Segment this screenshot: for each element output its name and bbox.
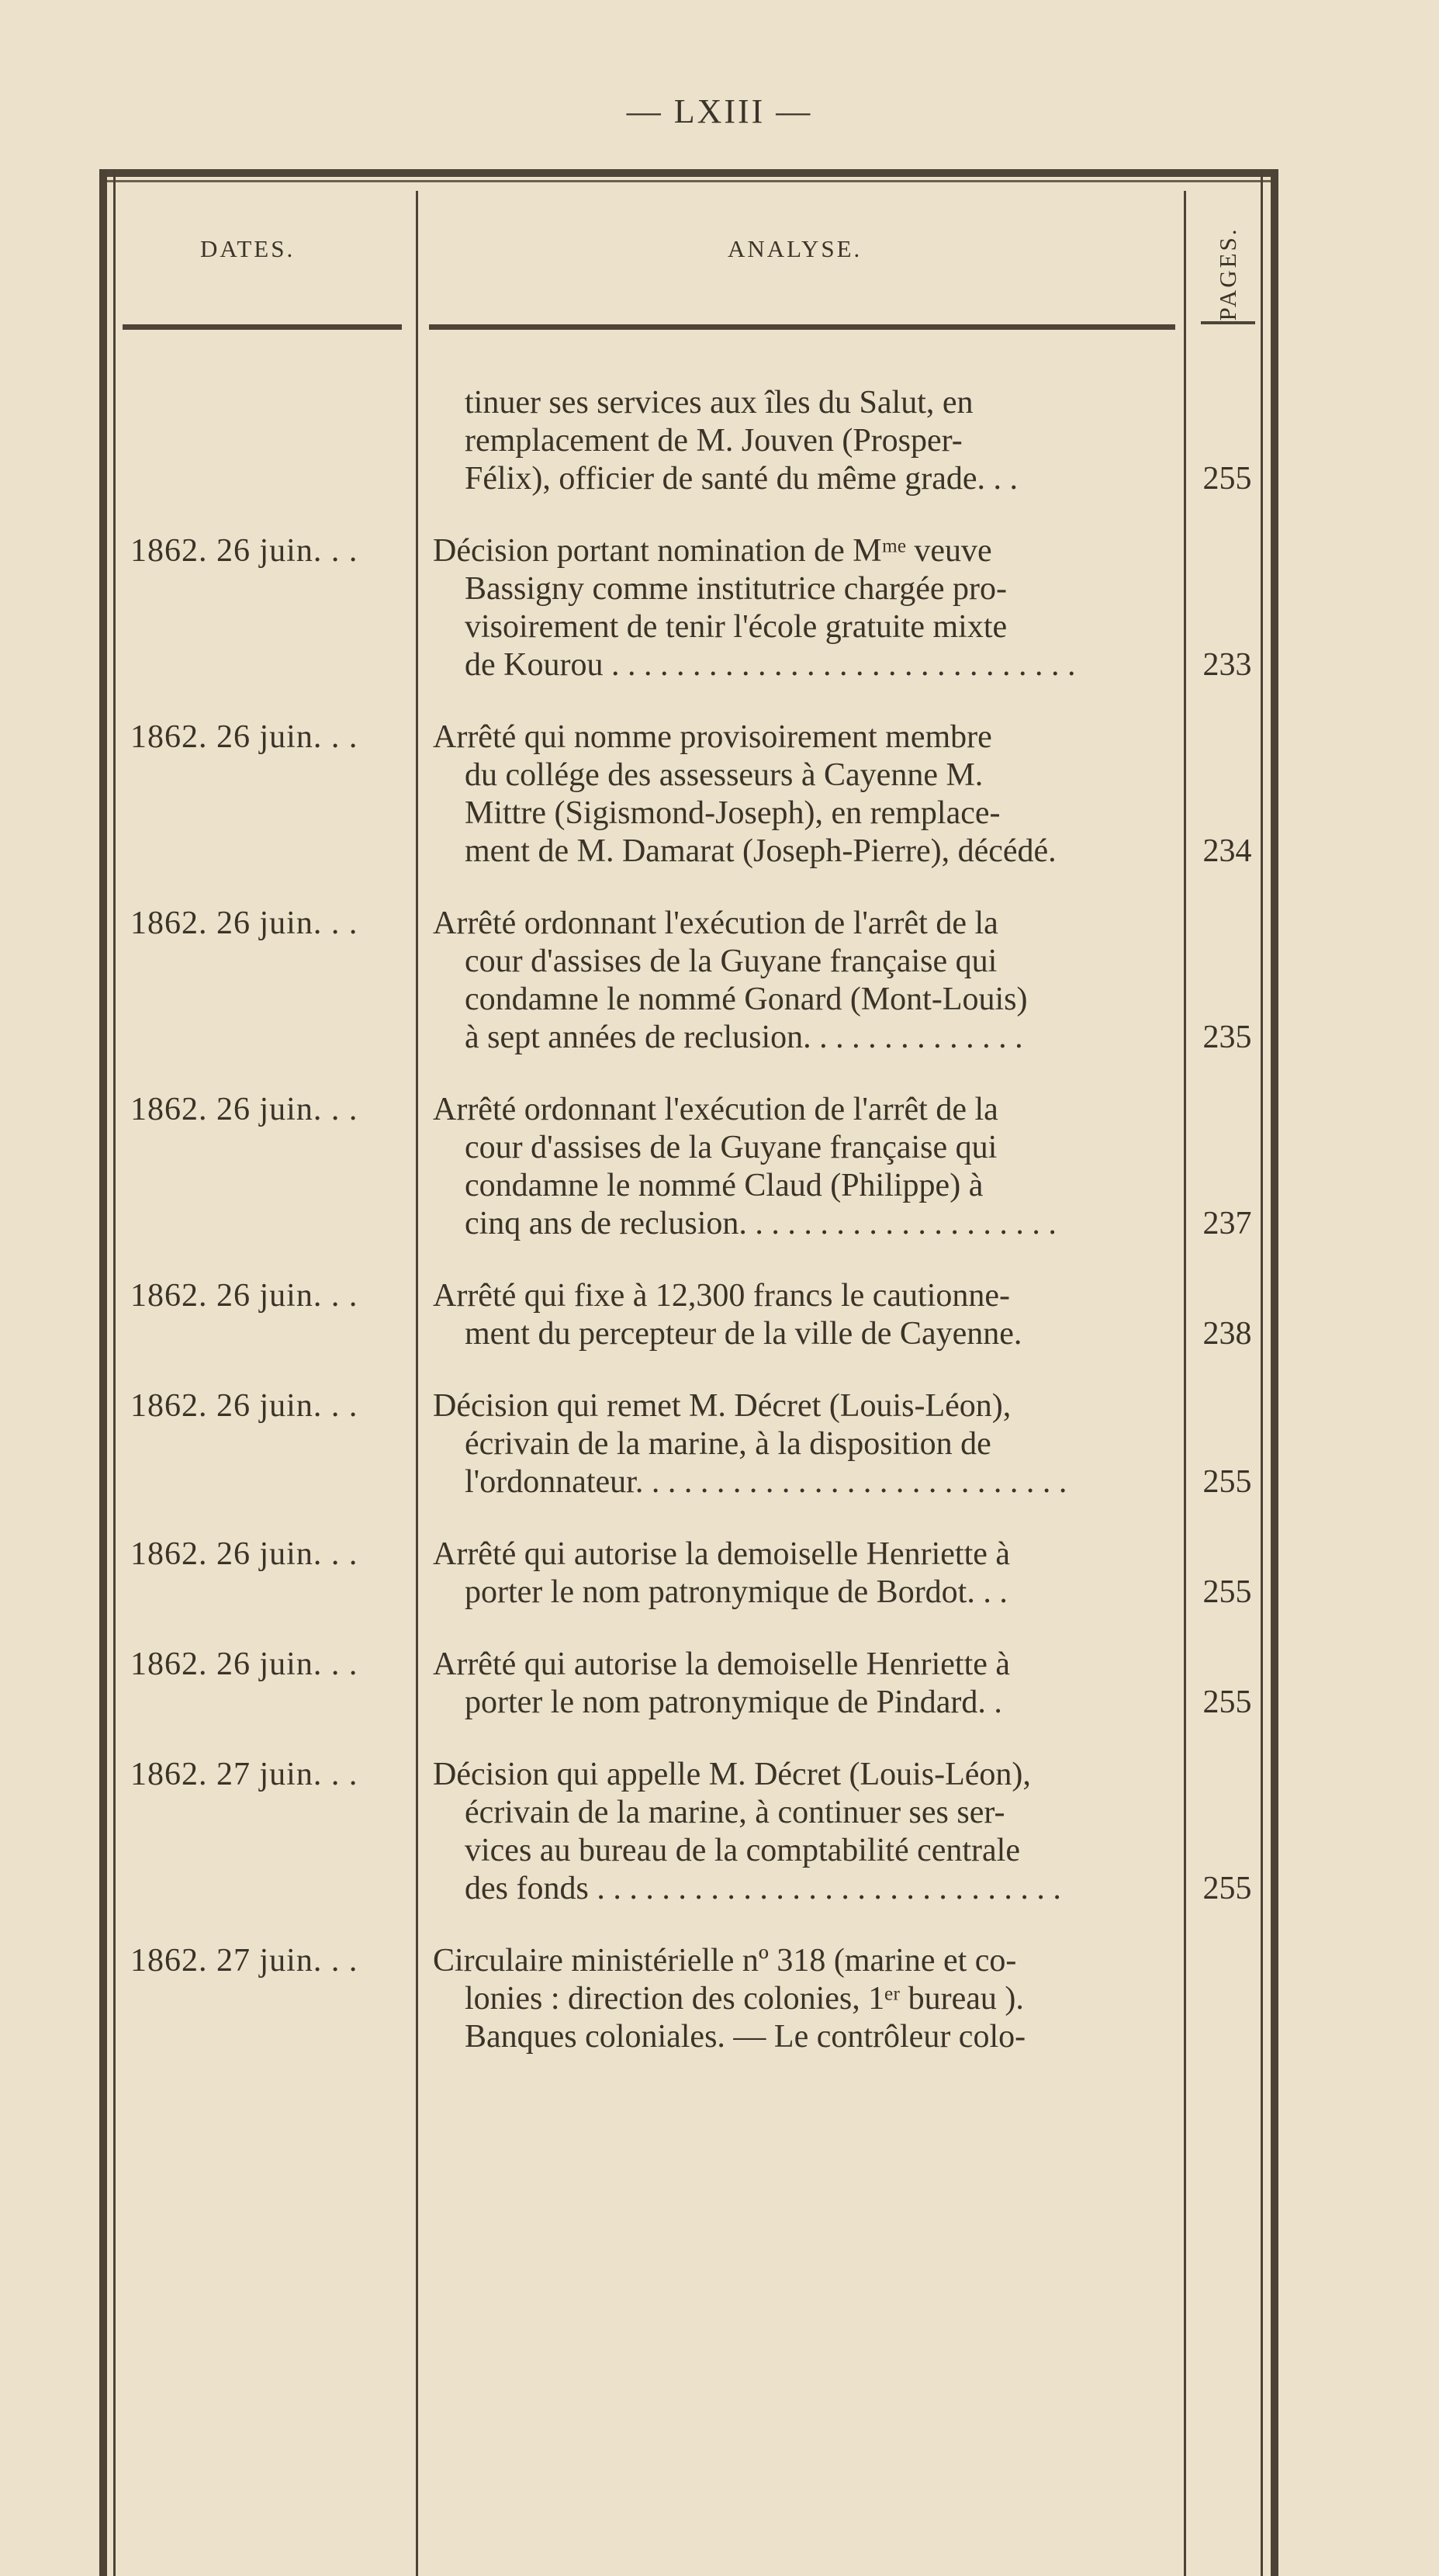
table-row xyxy=(99,1387,1277,1501)
analysis-line: Arrêté qui autorise la demoiselle Henriette à xyxy=(433,1536,1011,1572)
analysis-line: Arrêté qui fixe à 12,300 francs le cautionne- xyxy=(433,1278,1011,1314)
row-page-ref: 255 xyxy=(1202,1574,1252,1610)
row-date: 1862. 26 juin. . . xyxy=(130,1536,358,1572)
row-page-ref: 255 xyxy=(1202,1871,1252,1906)
table-row xyxy=(99,1536,1277,1612)
column-header-pages-label: PAGES. xyxy=(1214,227,1241,321)
column-header-pages xyxy=(1209,208,1247,340)
table-row xyxy=(99,1277,1277,1353)
table-row xyxy=(99,384,1277,498)
table-row xyxy=(99,1756,1277,1908)
row-page-ref: 255 xyxy=(1202,1464,1252,1500)
row-date: 1862. 26 juin. . . xyxy=(130,1278,358,1314)
row-date: 1862. 26 juin. . . xyxy=(130,1092,358,1127)
row-analysis xyxy=(433,1536,1176,1612)
analysis-line: condamne le nommé Claud (Philippe) à xyxy=(465,1168,984,1203)
row-page-ref: 233 xyxy=(1202,647,1252,683)
table-top-rule-thin xyxy=(99,180,1277,182)
analysis-line: à sept années de reclusion. . . . . . . . . . . . . . xyxy=(465,1020,1023,1055)
analysis-line: Arrêté ordonnant l'exécution de l'arrêt de la xyxy=(433,1092,998,1127)
analysis-line: l'ordonnateur. . . . . . . . . . . . . . . . . . . . . . . . . . . xyxy=(465,1464,1067,1500)
table-body xyxy=(99,384,1277,2090)
analysis-line: vices au bureau de la comptabilité centrale xyxy=(465,1833,1020,1868)
row-analysis xyxy=(433,905,1176,1057)
analysis-line: Décision portant nomination de Mᵐᵉ veuve xyxy=(433,533,992,569)
analysis-line: Mittre (Sigismond-Joseph), en remplace- xyxy=(465,795,1001,831)
column-header-dates: DATES. xyxy=(200,235,296,262)
row-analysis xyxy=(433,384,1176,498)
analysis-line: Décision qui appelle M. Décret (Louis-Léon), xyxy=(433,1757,1031,1792)
row-analysis xyxy=(433,1942,1176,2056)
analysis-line: écrivain de la marine, à continuer ses ser- xyxy=(465,1795,1005,1830)
analysis-line: du collége des assesseurs à Cayenne M. xyxy=(465,757,984,793)
row-date: 1862. 26 juin. . . xyxy=(130,719,358,755)
header-rule-analyse xyxy=(429,324,1175,330)
analysis-line: tinuer ses services aux îles du Salut, en xyxy=(465,385,974,421)
row-page-ref: 238 xyxy=(1202,1316,1252,1352)
analysis-line: Banques coloniales. — Le contrôleur colo- xyxy=(465,2019,1026,2055)
row-date: 1862. 26 juin. . . xyxy=(130,533,358,569)
analysis-line: Arrêté qui nomme provisoirement membre xyxy=(433,719,992,755)
analysis-line: condamne le nommé Gonard (Mont-Louis) xyxy=(465,982,1028,1017)
analysis-line: ment de M. Damarat (Joseph-Pierre), décédé. xyxy=(465,833,1057,869)
row-analysis xyxy=(433,1387,1176,1501)
row-date: 1862. 27 juin. . . xyxy=(130,1943,358,1979)
analysis-line: lonies : direction des colonies, 1ᵉʳ bureau ). xyxy=(465,1981,1024,2017)
analysis-line: ment du percepteur de la ville de Cayenne. xyxy=(465,1316,1022,1352)
page-number: — LXIII — xyxy=(626,92,813,130)
row-analysis xyxy=(433,1277,1176,1353)
analysis-line: visoirement de tenir l'école gratuite mixte xyxy=(465,609,1008,645)
analysis-line: cour d'assises de la Guyane française qui xyxy=(465,1130,998,1165)
table-row xyxy=(99,532,1277,684)
row-analysis xyxy=(433,718,1176,871)
table-row xyxy=(99,718,1277,871)
analysis-line: Décision qui remet M. Décret (Louis-Léon), xyxy=(433,1388,1012,1424)
row-page-ref: 234 xyxy=(1202,833,1252,869)
row-analysis xyxy=(433,1756,1176,1908)
analysis-line: Arrêté ordonnant l'exécution de l'arrêt de la xyxy=(433,905,998,941)
row-analysis xyxy=(433,1646,1176,1722)
table-row xyxy=(99,1942,1277,2056)
row-analysis xyxy=(433,1091,1176,1243)
row-page-ref: 235 xyxy=(1202,1020,1252,1055)
row-page-ref: 255 xyxy=(1202,461,1252,497)
row-analysis xyxy=(433,532,1176,684)
analysis-line: écrivain de la marine, à la disposition de xyxy=(465,1426,991,1462)
column-header-analyse: ANALYSE. xyxy=(728,235,863,262)
row-date: 1862. 27 juin. . . xyxy=(130,1757,358,1792)
analysis-line: de Kourou . . . . . . . . . . . . . . . . . . . . . . . . . . . . . xyxy=(465,647,1076,683)
analysis-line: porter le nom patronymique de Bordot. . . xyxy=(465,1574,1008,1610)
table-row xyxy=(99,1646,1277,1722)
analysis-line: Félix), officier de santé du même grade. . . xyxy=(465,461,1018,497)
register-table xyxy=(99,169,1277,2576)
analysis-line: des fonds . . . . . . . . . . . . . . . . . . . . . . . . . . . . . xyxy=(465,1871,1061,1906)
analysis-line: Bassigny comme institutrice chargée pro- xyxy=(465,571,1008,607)
analysis-line: cour d'assises de la Guyane française qui xyxy=(465,943,998,979)
analysis-line: Circulaire ministérielle nº 318 (marine et co- xyxy=(433,1943,1017,1979)
analysis-line: Arrêté qui autorise la demoiselle Henriette à xyxy=(433,1646,1011,1682)
table-top-rule xyxy=(99,169,1277,177)
row-page-ref: 255 xyxy=(1202,1684,1252,1720)
row-page-ref: 237 xyxy=(1202,1206,1252,1241)
row-date: 1862. 26 juin. . . xyxy=(130,1388,358,1424)
header-rule-dates xyxy=(123,324,402,330)
row-date: 1862. 26 juin. . . xyxy=(130,1646,358,1682)
analysis-line: cinq ans de reclusion. . . . . . . . . . . . . . . . . . . . xyxy=(465,1206,1057,1241)
table-row xyxy=(99,905,1277,1057)
analysis-line: remplacement de M. Jouven (Prosper- xyxy=(465,423,963,459)
table-row xyxy=(99,1091,1277,1243)
analysis-line: porter le nom patronymique de Pindard. . xyxy=(465,1684,1002,1720)
header-rule-pages xyxy=(1201,321,1255,324)
row-date: 1862. 26 juin. . . xyxy=(130,905,358,941)
